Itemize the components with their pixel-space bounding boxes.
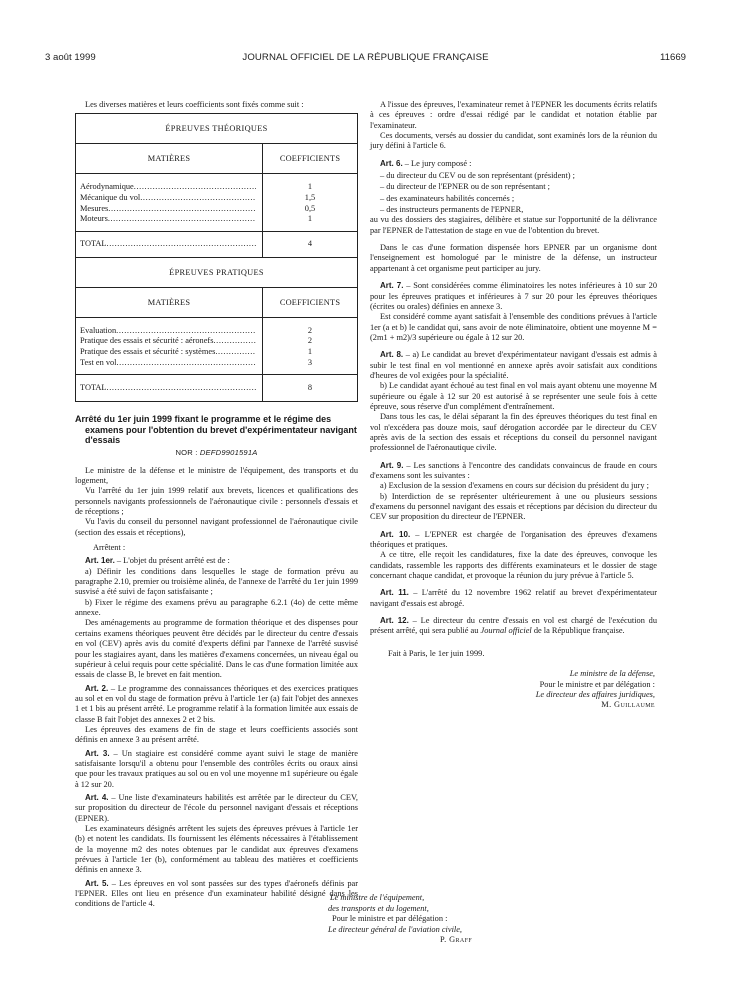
coefficient-value: 1,5 bbox=[304, 192, 316, 202]
matieres-cell bbox=[76, 174, 263, 230]
coefficient-value: 3 bbox=[307, 357, 313, 367]
col-header-coefficients: COEFFICIENTS bbox=[279, 297, 341, 307]
list-item: – du directeur du CEV ou de son représentant (président) ; bbox=[380, 171, 575, 181]
article-label: Art. 11. bbox=[380, 588, 409, 598]
article-label: Art. 6. bbox=[380, 158, 403, 168]
article-10: Art. 10. – L'EPNER est chargée de l'organisation des épreuves d'examens théoriques et pratiques. bbox=[370, 529, 657, 550]
matieres-cell bbox=[76, 318, 263, 374]
paragraph: b) Le candidat ayant échoué au test final en vol mais ayant obtenu une moyenne M supérieure ou égale à 12 sur 20 est autorisé à se représenter une seule fois à cette épreuve, sous réserve d'un complément d'entraînement. bbox=[370, 381, 657, 411]
coefficient-value: 1 bbox=[307, 214, 313, 224]
total-value: 8 bbox=[307, 382, 313, 392]
article-11: Art. 11. – L'arrêté du 12 novembre 1962 relatif au brevet d'expérimentateur navigant d'essais est abrogé. bbox=[370, 588, 657, 608]
article-label: Art. 5. bbox=[85, 878, 109, 888]
col-header-coefficients: COEFFICIENTS bbox=[279, 154, 341, 164]
signature-line: Le directeur des affaires juridiques, bbox=[535, 689, 655, 699]
table-header-row bbox=[76, 288, 357, 318]
article-label: Art. 10. bbox=[380, 529, 411, 539]
coefficient-value: 1 bbox=[307, 182, 313, 192]
signature-block-defense bbox=[370, 669, 657, 710]
signature-line: Le ministre de l'équipement, bbox=[330, 893, 425, 902]
header-date: 3 août 1999 bbox=[45, 52, 96, 63]
matiere-label: Evaluation bbox=[80, 325, 117, 335]
arrete-title: Arrêté du 1er juin 1999 fixant le programme et le régime des examens pour l'obtention du brevet d'expérimentateur navigant d'essais bbox=[75, 414, 357, 445]
paragraph: Vu l'arrêté du 1er juin 1999 relatif aux brevets, licences et qualifications des personnels navigants professionnels de l'aéronautique civile : personnels d'essais et de réceptions ; bbox=[75, 486, 358, 517]
right-column bbox=[370, 100, 657, 711]
coefficient-value: 1 bbox=[307, 346, 313, 356]
paragraph: Des aménagements au programme de formation théorique et des dispenses pour certains examens théoriques peuvent être décidés par le directeur du centre d'essais en vol (CEV) après avis du comité d'experts défini par l'annexe de l'arrêté susvisé pour les stagiaires ayant, dans les matières d'examens concernées, un niveau égal ou supérieur à celui requis pour cette spécialité. Dans le cas d'une formation limitée aux essais de classe B, le brevet en fait mention. bbox=[75, 618, 358, 680]
article-label: Art. 9. bbox=[380, 460, 404, 470]
matiere-label: Mesures bbox=[80, 203, 109, 213]
paragraph: Ces documents, versés au dossier du candidat, sont examinés lors de la réunion du jury défini à l'article 6. bbox=[370, 131, 657, 151]
table-total-row bbox=[76, 232, 357, 258]
total-value: 4 bbox=[307, 239, 313, 249]
table-body-theoriques bbox=[76, 174, 357, 231]
signature-line: des transports et du logement, bbox=[328, 903, 429, 913]
table-section-theoriques: ÉPREUVES THÉORIQUES bbox=[76, 114, 357, 144]
article-label: Art. 2. bbox=[85, 683, 109, 693]
article-9: Art. 9. – Les sanctions à l'encontre des candidats convaincus de fraude en cours d'examens sont les suivantes : bbox=[370, 460, 657, 480]
paragraph: b) Fixer le régime des examens prévu au paragraphe 6.2.1 (4o) de cette même annexe. bbox=[75, 597, 358, 618]
signature-block-equipement bbox=[300, 893, 550, 946]
coefficients-table bbox=[75, 113, 358, 402]
coefficients-cell bbox=[263, 318, 357, 374]
table-row bbox=[80, 182, 256, 193]
article-3: Art. 3. – Un stagiaire est considéré comme ayant suivi le stage de manière satisfaisante lorsqu'il a obtenu pour l'ensemble des contrôles écrits ou oraux ainsi que pour les travaux pratiques au sol ou en vol une moyenne m1 supérieure ou égale à 12 sur 20. bbox=[75, 748, 359, 789]
article-label: Art. 4. bbox=[85, 792, 109, 802]
header-journal-title: JOURNAL OFFICIEL DE LA RÉPUBLIQUE FRANÇAISE bbox=[242, 52, 489, 63]
paragraph: au vu des dossiers des stagiaires, délibère et statue sur l'opportunité de la délivrance par l'EPNER de l'attestation de stage en vue de l'obtention du brevet. bbox=[370, 215, 657, 235]
matiere-label: Pratique des essais et sécurité : systèmes bbox=[80, 346, 216, 356]
article-label: Art. 3. bbox=[85, 748, 110, 758]
coefficients-intro: Les diverses matières et leurs coefficients sont fixés comme suit : bbox=[85, 100, 304, 109]
article-12: Art. 12. – Le directeur du centre d'essais en vol est chargé de l'exécution du présent arrêté, qui sera publié au Journal officiel de la République française. bbox=[370, 616, 658, 636]
article-5: Art. 5. – Les épreuves en vol sont passées sur des types d'aéronefs définis par l'EPNER. Elles ont lieu en présence d'un examinateur habilité désigné dans les conditions de l'article 4. bbox=[75, 878, 359, 909]
list-item: – des instructeurs permanents de l'EPNER, bbox=[380, 205, 524, 215]
article-4: Art. 4. – Une liste d'examinateurs habilités est arrêtée par le directeur du CEV, sur proposition du directeur de l'école du personnel navigant d'essais et réceptions (EPNER). bbox=[75, 792, 358, 823]
matiere-label: Pratique des essais et sécurité : aéronefs bbox=[80, 336, 214, 346]
article-label: Art. 1er. bbox=[85, 556, 115, 566]
paragraph: a) Exclusion de la session d'examens en cours sur décision du président du jury ; bbox=[380, 481, 649, 491]
article-7: Art. 7. – Sont considérées comme éliminatoires les notes inférieures à 10 sur 20 pour les épreuves pratiques et inférieures à 7 sur 20 pour les épreuves théoriques (écrites ou orales) définies en annexe 3. bbox=[370, 281, 658, 311]
article-label: Art. 8. bbox=[380, 350, 404, 360]
paragraph: A ce titre, elle reçoit les candidatures, fixe la date des épreuves, convoque les candidats, rassemble les rapports des différents examinateurs et le dossier de stage concernant chaque candidat, et provoque la réunion du jury prévue à l'article 5. bbox=[370, 550, 657, 581]
page-header bbox=[45, 52, 686, 66]
table-header-row bbox=[76, 144, 357, 174]
table-body-pratiques bbox=[76, 318, 357, 375]
fait-a-paris: Fait à Paris, le 1er juin 1999. bbox=[388, 648, 485, 658]
left-column bbox=[75, 100, 358, 910]
table-section-pratiques: ÉPREUVES PRATIQUES bbox=[76, 258, 357, 288]
paragraph: A l'issue des épreuves, l'examinateur remet à l'EPNER les documents écrits relatifs à ces épreuves : ordre d'essai rédigé par le candidat et notation établie par l'examinateur. bbox=[370, 100, 657, 130]
coefficients-cell bbox=[263, 174, 357, 230]
matiere-label: Aérodynamique bbox=[80, 182, 134, 192]
table-row bbox=[80, 204, 256, 215]
paragraph: Les examinateurs désignés arrêtent les sujets des épreuves prévues à l'article 1er (b) et notent les candidats. Ils fournissent les éléments nécessaires à l'établissement de la moyenne m2 des notes obtenues par le candidat aux épreuves d'examens prévues à l'article 1er (b), conformément au tableau des matières et coefficients définis en annexe 3. bbox=[75, 824, 358, 875]
article-label: Art. 12. bbox=[380, 616, 409, 626]
article-1: Art. 1er. – L'objet du présent arrêté est de : bbox=[85, 556, 230, 566]
jury-list bbox=[370, 171, 657, 215]
paragraph: Les épreuves des examens de fin de stage et leurs coefficients associés sont définis en annexe 3 au présent arrêté. bbox=[75, 724, 358, 745]
signature-line: Le ministre de la défense, bbox=[569, 669, 655, 679]
coefficient-value: 2 bbox=[307, 336, 313, 346]
signature-line: Pour le ministre et par délégation : bbox=[539, 679, 655, 689]
paragraph: a) Définir les conditions dans lesquelles le stage de formation prévu au paragraphe 2.10, premier ou troisième alinéa, de l'annexe de l'arrêté du 1er juin 1999 susvisé a été suivi de façon satisfaisante ; bbox=[75, 566, 358, 597]
paragraph: Le ministre de la défense et le ministre de l'équipement, des transports et du logement, bbox=[75, 465, 358, 485]
col-header-matieres: MATIÈRES bbox=[76, 288, 263, 317]
coefficient-value: 0,5 bbox=[304, 203, 316, 213]
paragraph: Dans tous les cas, le délai séparant la fin des épreuves théoriques du test final en vol n'excédera pas douze mois, sauf dérogation accordée par le directeur du CEV après avis de la section des essais et réceptions du conseil du personnel navigant professionnel de l'aéronautique civile. bbox=[370, 412, 657, 453]
coefficient-value: 2 bbox=[307, 325, 313, 335]
table-row bbox=[80, 326, 256, 337]
paragraph: Vu l'avis du conseil du personnel navigant professionnel de l'aéronautique civile (section des essais et réceptions), bbox=[75, 517, 358, 537]
signatory-name: M. Guillaume bbox=[601, 700, 655, 710]
table-row bbox=[80, 336, 256, 347]
nor-label: NOR : bbox=[175, 448, 200, 458]
article-label: Art. 7. bbox=[380, 281, 404, 291]
matiere-label: Test en vol bbox=[80, 357, 117, 367]
table-row bbox=[80, 214, 256, 225]
list-item: – des examinateurs habilités concernés ; bbox=[380, 193, 515, 203]
paragraph: Dans le cas d'une formation dispensée hors EPNER par un organisme dont l'enseignement est homologué par le ministre de la défense, un instructeur appartenant à cet organisme peut participer au jury. bbox=[370, 243, 657, 273]
total-label: TOTAL bbox=[80, 382, 107, 392]
total-label: TOTAL bbox=[80, 238, 107, 248]
header-page-number: 11669 bbox=[660, 52, 686, 63]
signatory-name: P. Graff bbox=[440, 935, 473, 944]
table-row bbox=[80, 193, 256, 204]
paragraph: Est considéré comme ayant satisfait à l'ensemble des conditions prévues à l'article 1er (a et b) le candidat qui, sans avoir de note éliminatoire, obtient une moyenne M = (2m1 + m2)/3 supérieure ou égale à 12 sur 20. bbox=[370, 312, 657, 342]
arretent: Arrêtent : bbox=[93, 543, 126, 553]
col-header-matieres: MATIÈRES bbox=[76, 144, 263, 173]
nor-code: DEFD9901591A bbox=[199, 448, 258, 458]
table-row bbox=[80, 358, 256, 369]
matiere-label: Moteurs bbox=[80, 214, 108, 224]
article-6: Art. 6. – Le jury composé : bbox=[380, 158, 472, 168]
list-item: – du directeur de l'EPNER ou de son représentant ; bbox=[380, 182, 550, 192]
nor-reference bbox=[75, 448, 358, 458]
signature-line: Le directeur général de l'aviation civile, bbox=[328, 924, 463, 934]
paragraph: b) Interdiction de se représenter ultérieurement à une ou plusieurs sessions d'examens du personnel navigant des essais et réceptions par décision du directeur du CEV sur proposition du directeur de l'EPNER. bbox=[370, 491, 657, 522]
table-total-row bbox=[76, 375, 357, 401]
signature-line: Pour le ministre et par délégation : bbox=[332, 914, 448, 923]
article-2: Art. 2. – Le programme des connaissances théoriques et des exercices pratiques au sol et en vol du stage de formation prévu à l'article 1er (a) fait l'objet des annexes 1 et 1 bis au présent arrêté. Le programme relatif à la formation limitée aux essais de classe B fait l'objet des annexes 2 et 2 bis. bbox=[75, 683, 358, 724]
matiere-label: Mécanique du vol bbox=[80, 192, 141, 202]
table-row bbox=[80, 347, 256, 358]
article-8: Art. 8. – a) Le candidat au brevet d'expérimentateur navigant d'essais est admis à subir le test final en vol mentionné en annexe après avoir satisfait aux conditions d'heures de vol exigées pour la spécialité. bbox=[370, 350, 658, 380]
